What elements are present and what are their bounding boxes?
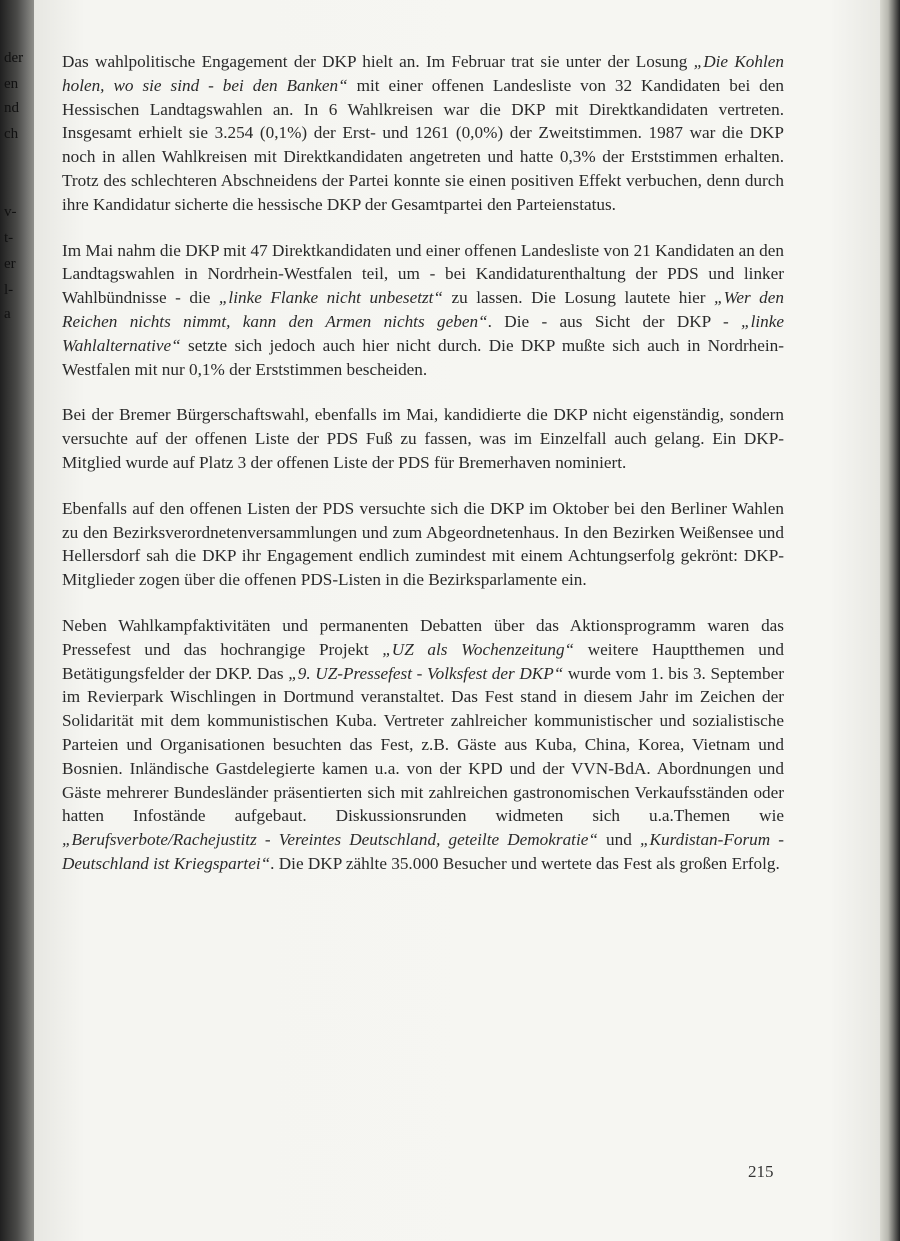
margin-fragment: nd	[4, 100, 19, 116]
page-right-edge	[880, 0, 900, 1241]
quoted-slogan: „Die Kohlen holen, wo sie sind - bei den Banken“	[62, 52, 784, 95]
text-run: wurde vom 1. bis 3. September im Revierpark Wischlingen in Dortmund veranstaltet. Das Fest stand in diesem Jahr im Zeichen der Solidarität mit dem kommunistischen Kuba. Vertreter zahlreicher kommunistischer und sozialistische Parteien und Organisationen besuchten das Fest, z.B. Gäste aus Kuba, China, Korea, Vietnam und Bosnien. Inländische Gastdelegierte kamen u.a. von der KPD und der VVN-BdA. Abordnungen und Gäste mehrerer Bundesländer präsentierten sich mit zahlreichen gastronomischen Verkaufsständen oder hatten Infostände aufgebaut. Diskussionsrunden widmeten sich u.a.Themen wie	[62, 663, 784, 826]
page-number: 215	[748, 1162, 774, 1181]
margin-fragment: a	[4, 306, 11, 322]
quoted-slogan: „9. UZ-Pressefest - Volksfest der DKP“	[288, 663, 564, 683]
margin-fragment: der	[4, 50, 24, 66]
paragraph	[62, 50, 784, 217]
text-run: . Die DKP zählte 35.000 Besucher und wertete das Fest als großen Erfolg.	[270, 853, 780, 873]
margin-fragment: ch	[4, 126, 19, 142]
margin-fragment: t-	[4, 230, 14, 246]
body-text	[62, 50, 784, 898]
text-run: Das wahlpolitische Engagement der DKP hielt an. Im Februar trat sie unter der Losung	[62, 52, 694, 71]
paragraph	[62, 403, 784, 474]
quoted-slogan: „Kurdistan-Forum - Deutschland ist Kriegspartei“	[62, 830, 784, 873]
text-run: weitere Hauptthemen und Betätigungsfelder der DKP. Das	[62, 639, 785, 683]
margin-fragment: v-	[4, 204, 17, 220]
paragraph	[62, 614, 784, 876]
margin-fragment: er	[4, 256, 16, 272]
paragraph	[62, 497, 784, 592]
text-run: mit einer offenen Landesliste von 32 Kandidaten bei den Hessischen Landtagswahlen an. In 6 Wahlkreisen war die DKP mit Direktkandidaten vertreten. Insgesamt erhielt sie 3.254 (0,1%) der Erst- und 1261 (0,0%) der Zweitstimmen. 1987 war die DKP noch in allen Wahlkreisen mit Direktkandidaten angetreten und hatte 0,3% der Erststimmen erhalten. Trotz des schlechteren Abschneidens der Partei konnte sie einen positiven Effekt verbuchen, denn durch ihre Kandidatur sicherte die hessische DKP der Gesamtpartei den Parteienstatus.	[62, 75, 784, 214]
quoted-slogan: „Berufsverbote/Rachejustitz - Vereintes Deutschland, geteilte Demokratie“	[62, 830, 598, 850]
page-gutter-shadow	[0, 0, 34, 1241]
quoted-slogan: „Wer den Reichen nichts nimmt, kann den Armen nichts geben“	[62, 288, 784, 331]
quoted-slogan: „linke Wahlalternative“	[62, 311, 785, 355]
text-run: zu lassen. Die Losung lautete hier	[443, 288, 715, 308]
text-run: Im Mai nahm die DKP mit 47 Direktkandidaten und einer offenen Landesliste von 21 Kandidaten an den Landtagswahlen in Nordrhein-Westfalen teil, um - bei Kandidaturenthaltung der PDS und linker Wahlbündnisse - die	[62, 240, 784, 308]
margin-fragment: l-	[4, 282, 14, 298]
text-run: und	[597, 830, 640, 850]
quoted-slogan: „UZ als Wochenzeitung“	[382, 639, 575, 659]
paragraph	[62, 239, 784, 382]
quoted-slogan: „linke Flanke nicht unbesetzt“	[218, 288, 443, 308]
text-run: . Die - aus Sicht der DKP -	[487, 311, 742, 331]
text-run: setzte sich jedoch auch hier nicht durch. Die DKP mußte sich auch in Nordrhein-Westfalen mit nur 0,1% der Erststimmen bescheiden.	[62, 335, 784, 379]
text-run: Ebenfalls auf den offenen Listen der PDS versuchte sich die DKP im Oktober bei den Berliner Wahlen zu den Bezirksverordnetenversammlungen und zum Abgeordnetenhaus. In den Bezirken Weißensee und Hellersdorf sah die DKP ihr Engagement endlich zumindest mit einem Achtungserfolg gekrönt: DKP-Mitglieder zogen über die offenen PDS-Listen in die Bezirksparlamente ein.	[62, 498, 784, 590]
text-run: Neben Wahlkampfaktivitäten und permanenten Debatten über das Aktionsprogramm waren das Pressefest und das hochrangige Projekt	[62, 615, 784, 659]
margin-fragment: en	[4, 76, 19, 92]
text-run: Bei der Bremer Bürgerschaftswahl, ebenfalls im Mai, kandidierte die DKP nicht eigenständig, sondern versuchte auf der offenen Liste der PDS Fuß zu fassen, was im Einzelfall auch gelang. Ein DKP-Mitglied wurde auf Platz 3 der offenen Liste der PDS für Bremerhaven nominiert.	[62, 405, 784, 472]
